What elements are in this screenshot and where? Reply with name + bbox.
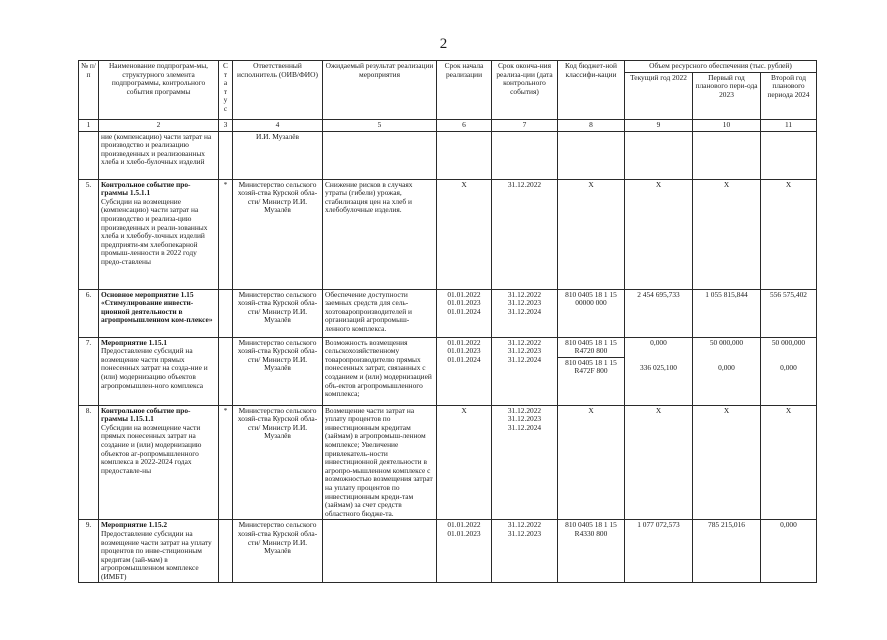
row-end-line: 31.12.2024 [507,354,542,364]
row-name-text: Субсидии на возмещение части прямых понесенных затрат на создание и (или) модернизацию объектов аг-ропромышленного комплекса в 2022-2024 годах предоставле-ны [101,422,202,475]
row-y2024-value: 0,000 [780,363,797,373]
row-name-bold: Контрольное событие про-граммы 1.15.1.1 [101,405,191,424]
header-2022: Текущий год 2022 [625,72,693,119]
row-kbk: 810 0405 18 1 15 R4330 800 [558,520,625,583]
row-end-line: 31.12.2023 [507,528,542,538]
row-number: 9. [79,520,99,583]
row-y2022: 1 077 072,573 [625,520,693,583]
row-start-line: 01.01.2023 [447,346,481,356]
row-executor: И.И. Музалёв [233,131,323,179]
table-body [79,131,817,583]
row-executor: Министерство сельского хозяй-ства Курской обла-сти/ Министр И.И. Музалёв [233,405,323,520]
column-number: 3 [219,119,233,131]
row-y2023-spacer [695,347,758,364]
header-result: Ожидаемый результат реализации мероприятия [323,61,437,120]
row-name [99,337,219,405]
row-executor: Министерство сельского хозяй-ства Курской обла-сти/ Министр И.И. Музалёв [233,289,323,337]
row-y2022 [625,131,693,179]
row-y2022-value: 336 025,100 [640,363,677,373]
row-status [219,337,233,405]
row-y2022-value: 0,000 [650,337,667,347]
row-y2023 [693,131,761,179]
row-y2024: Х [761,405,817,520]
header-end: Срок оконча-ния реализа-ции (дата контрольного события) [492,61,558,120]
row-end [492,131,558,179]
row-end [492,337,558,405]
row-end-line: 31.12.2024 [507,306,542,316]
row-kbk: Х [558,405,625,520]
header-executor: Ответственный исполнитель (ОИВ/ФИО) [233,61,323,120]
row-y2024-spacer [763,347,814,364]
status-letter: С [223,61,228,70]
row-y2024: 556 575,402 [761,289,817,337]
row-name [99,179,219,289]
row-name [99,520,219,583]
row-y2023-value: 0,000 [718,363,735,373]
resource-plan-table [78,60,817,583]
column-number: 10 [693,119,761,131]
row-result [323,131,437,179]
row-name-bold: Мероприятие 1.15.1 [101,337,168,347]
row-status [219,131,233,179]
row-start-line: 01.01.2023 [447,298,481,308]
row-end-line: 31.12.2022 [507,520,542,530]
header-resources: Объем ресурсного обеспечения (тыс. рублей) [625,61,817,73]
row-start-line: 01.01.2024 [447,306,481,316]
header-name: Наименование подпрограм-мы, структурного элемента подпрограммы, контрольного события программы [99,61,219,120]
row-kbk-code: 810 0405 18 1 15 R4720 800 [565,337,617,356]
row-y2023: Х [693,405,761,520]
row-kbk [558,131,625,179]
row-result: Обеспечение доступности заемных средств для сель-хозтоваропроизводителей и организаций агропромыш-ленного комплекса. [323,289,437,337]
row-end-line: 31.12.2024 [507,422,542,432]
column-number: 7 [492,119,558,131]
row-y2023-value: 50 000,000 [709,337,744,347]
row-y2023 [693,337,761,405]
row-start [437,289,492,337]
table-header-row [79,61,817,73]
row-number: 8. [79,405,99,520]
table-row [79,337,817,405]
row-end [492,289,558,337]
status-letter: у [223,95,228,105]
row-executor: Министерство сельского хозяй-ства Курской обла-сти/ Министр И.И. Музалёв [233,337,323,405]
row-result: Снижение рисков в случаях утраты (гибели) урожая, стабилизация цен на хлеб и хлебобулочные изделия. [323,179,437,289]
header-status [219,61,233,120]
table-row [79,289,817,337]
row-name-text: Предоставление субсидий на возмещение части прямых понесенных затрат на созда-ние и (или) модернизацию объектов агропромышлен-ного комплекса [101,346,208,390]
row-status: * [219,179,233,289]
row-kbk [558,337,625,405]
status-letter: т [223,69,228,79]
column-number: 2 [99,119,219,131]
header-num: № п/п [79,61,99,120]
row-start-line: 01.01.2023 [447,528,481,538]
row-number: 7. [79,337,99,405]
column-number-row [79,119,817,131]
table-row [79,405,817,520]
header-kbk: Код бюджет-ной классифи-кации [558,61,625,120]
row-y2024: 0,000 [761,520,817,583]
row-name [99,131,219,179]
row-y2023: 785 215,016 [693,520,761,583]
row-start-line: Х [461,405,467,415]
column-number: 4 [233,119,323,131]
row-number: 5. [79,179,99,289]
row-start-line: Х [461,179,467,189]
row-end-line: 31.12.2022 [507,289,542,299]
row-name [99,405,219,520]
table-row [79,179,817,289]
row-executor: Министерство сельского хозяй-ства Курской обла-сти/ Министр И.И. Музалёв [233,179,323,289]
row-kbk: 810 0405 18 1 15 00000 000 [558,289,625,337]
row-y2022: Х [625,405,693,520]
row-y2024 [761,131,817,179]
row-name-text: Субсидии на возмещение (компенсацию) части затрат на производство и реализа-цию произведенных и реали-зованных хлеба и хлебобу-лочных изделий предприяти-ям хлебопекарной промыш-ленности в 2022 году предо-ставлены [101,196,208,266]
header-2023: Первый год планового пери-ода 2023 [693,72,761,119]
row-status: * [219,405,233,520]
row-y2024-value: 50 000,000 [771,337,806,347]
column-number: 5 [323,119,437,131]
row-name-bold: Мероприятие 1.15.2 [101,520,168,530]
table-row [79,131,817,179]
row-start-line: 01.01.2022 [447,337,481,347]
column-number: 8 [558,119,625,131]
row-y2022: Х [625,179,693,289]
status-letter: т [223,86,228,96]
row-start [437,405,492,520]
row-y2022-spacer [627,347,690,364]
row-y2022: 2 454 695,733 [625,289,693,337]
column-number: 11 [761,119,817,131]
row-name-bold: Контрольное событие про-граммы 1.5.1.1 [101,179,191,198]
row-end-line: 31.12.2023 [507,414,542,424]
row-start [437,337,492,405]
row-start [437,179,492,289]
row-end [492,179,558,289]
row-name [99,289,219,337]
row-end-line: 31.12.2023 [507,346,542,356]
row-end [492,405,558,520]
row-end-line: 31.12.2022 [507,179,542,189]
row-end-line: 31.12.2022 [507,405,542,415]
row-number: 6. [79,289,99,337]
column-number: 6 [437,119,492,131]
row-end [492,520,558,583]
row-start [437,520,492,583]
row-end-line: 31.12.2023 [507,298,542,308]
table-row [79,520,817,583]
row-result: Возможность возмещения сельскохозяйственному товаропроизводителю прямых понесенных затрат, связанных с созданием и (или) модернизацией объ-ектов агропромышленного комплекса; [323,337,437,405]
row-result [323,520,437,583]
header-start: Срок начала реализации [437,61,492,120]
row-name-text: ние (компенсацию) части затрат на производство и реализацию произведенных и реализованных хлеба и хлебо-булочных изделий [101,131,212,167]
row-kbk: Х [558,179,625,289]
row-y2023: 1 055 815,844 [693,289,761,337]
status-letter: с [223,103,228,113]
row-end-line: 31.12.2022 [507,337,542,347]
row-y2024: Х [761,179,817,289]
row-y2024 [761,337,817,405]
row-name-text: Предоставление субсидии на возмещение части затрат на уплату процентов по инве-стиционным кредитам (зай-мам) в агропромышленном комплексе (ИМБТ) [101,528,212,581]
status-letter: а [223,78,228,88]
row-start-line: 01.01.2022 [447,289,481,299]
page-number: 2 [439,36,448,52]
header-2024: Второй год планового периода 2024 [761,72,817,119]
row-status [219,520,233,583]
row-name-bold: Основное мероприятие 1.15 «Стимулирование инвести-ционной деятельности в агропромышленном ком-плексе» [101,289,213,325]
row-y2023: Х [693,179,761,289]
column-number: 9 [625,119,693,131]
row-start-line: 01.01.2024 [447,354,481,364]
row-start-line: 01.01.2022 [447,520,481,530]
column-number: 1 [79,119,99,131]
row-y2022 [625,337,693,405]
row-kbk-code: 810 0405 18 1 15 R472F 800 [558,357,624,377]
row-start [437,131,492,179]
row-number [79,131,99,179]
row-status [219,289,233,337]
row-executor: Министерство сельского хозяй-ства Курской обла-сти/ Министр И.И. Музалёв [233,520,323,583]
row-result: Возмещение части затрат на уплату процентов по инвестиционным кредитам (займам) в агропромыш-ленном комплексе; Увеличение привлекатель-ности инвестиционной деятельности в агропро-мышленном комплексе с возможностью возмещения затрат на уплату процентов по инвестиционным креди-там (займам) за счет средств областного бюдже-та. [323,405,437,520]
